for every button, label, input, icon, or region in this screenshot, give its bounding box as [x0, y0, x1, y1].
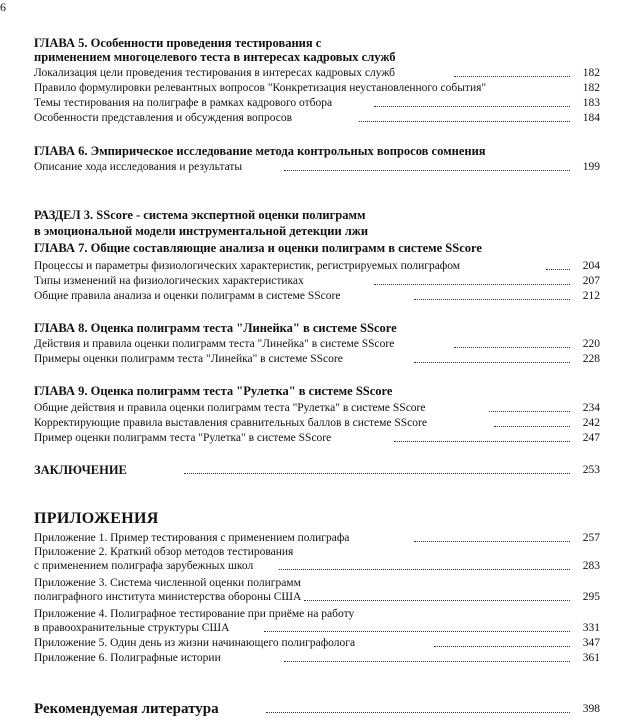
toc-entry[interactable]	[34, 636, 600, 650]
toc-entry-text: Описание хода исследования и результаты	[34, 161, 243, 173]
section-3-title-line-2: в эмоциональной модели инструментальной детекции лжи	[34, 224, 369, 238]
leader-dots	[184, 463, 570, 474]
leader-dots	[284, 651, 570, 662]
toc-entry-text: Приложение 1. Пример тестирования с применением полиграфа	[34, 532, 350, 544]
leader-dots	[414, 531, 570, 542]
leader-dots	[279, 559, 570, 570]
toc-entry-page: 361	[582, 652, 600, 664]
toc-entry-page: 253	[582, 464, 600, 476]
toc-entry-text: Особенности представления и обсуждения вопросов	[34, 112, 293, 124]
section-3-title-line-1: РАЗДЕЛ 3. SScore - система экспертной оценки полиграмм	[34, 208, 366, 222]
leader-dots	[359, 111, 570, 122]
leader-dots	[266, 702, 570, 713]
appendix-title: ПРИЛОЖЕНИЯ	[34, 510, 159, 527]
toc-entry-text: Темы тестирования на полиграфе в рамках кадрового отбора	[34, 97, 333, 109]
literature-title: Рекомендуемая литература	[34, 701, 219, 717]
leader-dots	[434, 636, 570, 647]
leader-dots	[284, 160, 570, 171]
toc-entry-text: с применением полиграфа зарубежных школ	[34, 560, 254, 572]
toc-entry-page: 283	[582, 560, 600, 572]
toc-entry-text: Общие правила анализа и оценки полиграмм в системе SScore	[34, 290, 341, 302]
toc-entry-page: 183	[582, 97, 600, 109]
leader-dots	[414, 352, 570, 363]
chapter-8-title: ГЛАВА 8. Оценка полиграмм теста "Линейка" в системе SScore	[34, 321, 397, 335]
toc-entry-literature[interactable]	[34, 702, 600, 718]
toc-entry-text: Правило формулировки релевантных вопросов "Конкретизация неустановленного события"	[34, 82, 487, 94]
toc-entry[interactable]	[34, 289, 600, 303]
chapter-7-title: ГЛАВА 7. Общие составляющие анализа и оценки полиграмм в системе SScore	[34, 241, 482, 255]
toc-entry-text: Пример оценки полиграмм теста "Рулетка" в системе SScore	[34, 432, 332, 444]
leader-dots	[546, 259, 570, 270]
toc-entry[interactable]	[34, 111, 600, 125]
conclusion-title: ЗАКЛЮЧЕНИЕ	[34, 463, 127, 477]
toc-entry-text: Локализация цели проведения тестирования в интересах кадровых служб	[34, 67, 395, 79]
toc-entry-page: 182	[582, 82, 600, 94]
leader-dots	[454, 337, 570, 348]
chapter-9-title: ГЛАВА 9. Оценка полиграмм теста "Рулетка" в системе SScore	[34, 384, 393, 398]
toc-entry-page: 398	[582, 703, 600, 715]
toc-entry[interactable]	[34, 352, 600, 366]
leader-dots	[304, 590, 570, 601]
toc-entry-text: Приложение 3. Система численной оценки полиграмм	[34, 577, 301, 589]
toc-entry-page: 247	[582, 432, 600, 444]
toc-entry-page: 228	[582, 353, 600, 365]
toc-entry-text: Типы изменений на физиологических характеристиках	[34, 275, 304, 287]
toc-entry[interactable]	[34, 431, 600, 445]
toc-entry[interactable]	[34, 531, 600, 545]
toc-entry-text: Приложение 2. Краткий обзор методов тестирования	[34, 546, 294, 558]
toc-entry-page: 212	[582, 290, 600, 302]
toc-entry-page: 234	[582, 402, 600, 414]
toc-entry-page: 207	[582, 275, 600, 287]
toc-entry-text: Корректирующие правила выставления сравнительных баллов в системе SScore	[34, 417, 427, 429]
leader-dots	[264, 621, 570, 632]
leader-dots	[494, 416, 570, 427]
toc-entry[interactable]	[34, 401, 600, 415]
toc-entry-text: Приложение 5. Один день из жизни начинающего полиграфолога	[34, 637, 356, 649]
page-number: 6	[0, 0, 6, 14]
toc-entry-page: 295	[582, 591, 600, 603]
leader-dots	[374, 96, 570, 107]
chapter-5-title-line-2: применением многоцелевого теста в интересах кадровых служб	[34, 50, 396, 64]
toc-entry[interactable]	[34, 559, 600, 573]
leader-dots	[489, 401, 570, 412]
toc-entry[interactable]	[34, 259, 600, 273]
chapter-5-title-line-1: ГЛАВА 5. Особенности проведения тестирования с	[34, 36, 322, 50]
toc-entry[interactable]	[34, 337, 600, 351]
toc-entry[interactable]	[34, 66, 600, 80]
toc-entry-text: в правоохранительные структуры США	[34, 622, 230, 634]
toc-entry[interactable]	[34, 621, 600, 635]
leader-dots	[414, 289, 570, 300]
toc-entry[interactable]	[34, 416, 600, 430]
toc-entry-page: 257	[582, 532, 600, 544]
toc-entry-text: Приложение 4. Полиграфное тестирование при приёме на работу	[34, 608, 355, 620]
toc-entry-conclusion[interactable]	[34, 463, 600, 477]
toc-entry-page: 184	[582, 112, 600, 124]
toc-entry-page: 204	[582, 260, 600, 272]
leader-dots	[454, 66, 570, 77]
toc-entry-text: Действия и правила оценки полиграмм теста "Линейка" в системе SScore	[34, 338, 395, 350]
toc-entry-page: 347	[582, 637, 600, 649]
toc-entry[interactable]	[34, 81, 600, 95]
toc-entry[interactable]	[34, 96, 600, 110]
toc-entry-text: Общие действия и правила оценки полиграмм теста "Рулетка" в системе SScore	[34, 402, 426, 414]
toc-entry[interactable]	[34, 274, 600, 288]
toc-entry[interactable]	[34, 651, 600, 665]
toc-entry[interactable]	[34, 590, 600, 604]
toc-entry-page: 242	[582, 417, 600, 429]
toc-entry-page: 182	[582, 67, 600, 79]
toc-entry-text: полиграфного института министерства обороны США	[34, 591, 302, 603]
toc-entry-page: 199	[582, 161, 600, 173]
toc-entry-page: 220	[582, 338, 600, 350]
chapter-6-title: ГЛАВА 6. Эмпирическое исследование метода контрольных вопросов сомнения	[34, 144, 486, 158]
toc-entry-text: Примеры оценки полиграмм теста "Линейка" в системе SScore	[34, 353, 343, 365]
toc-entry[interactable]	[34, 160, 600, 174]
toc-entry-text: Приложение 6. Полиграфные истории	[34, 652, 221, 664]
leader-dots	[394, 431, 570, 442]
toc-entry-text: Процессы и параметры физиологических характеристик, регистрируемых полиграфом	[34, 260, 461, 272]
leader-dots	[374, 274, 570, 285]
toc-entry-page: 331	[582, 622, 600, 634]
